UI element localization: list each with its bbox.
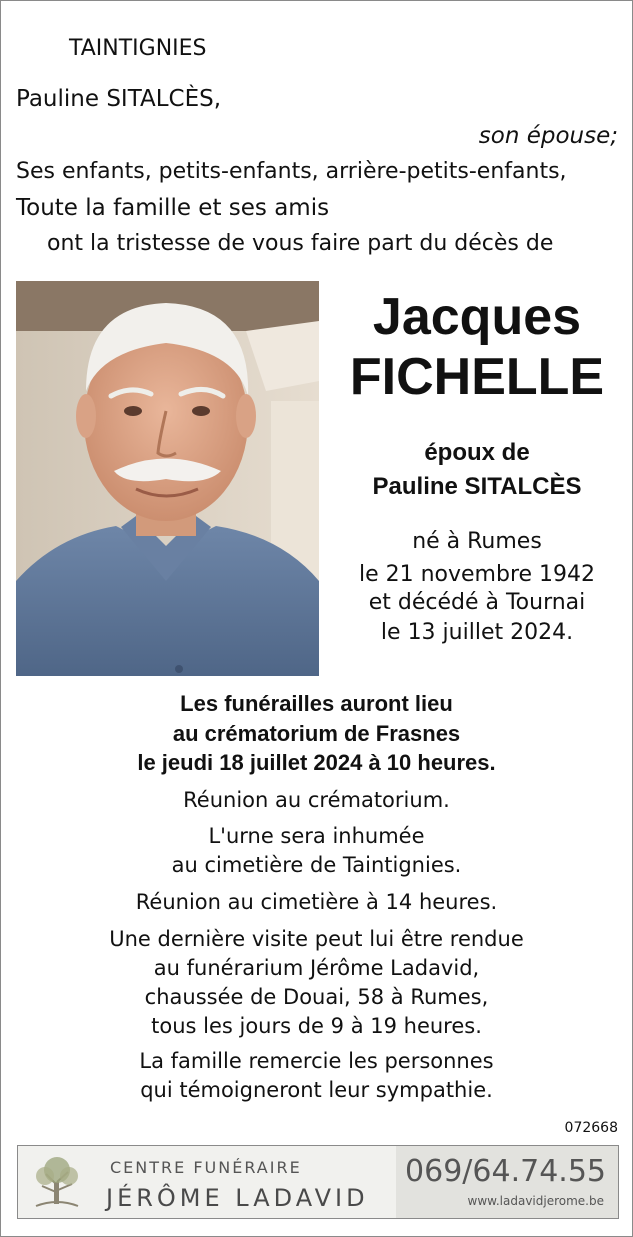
reunion-crematorium: Réunion au crématorium. [183,788,450,812]
birth-date: le 21 novembre 1942 [358,562,596,587]
tree-icon [28,1152,86,1210]
funeral-home-banner [17,1145,619,1219]
funeral-home-line-1: CENTRE FUNÉRAIRE [110,1158,302,1177]
contact-panel [396,1146,618,1218]
spouse-of-name: Pauline SITALCÈS [372,473,582,500]
funeral-line-1: Les funérailles auront lieu [180,691,453,716]
death-place: et décédé à Tournai [368,590,586,615]
portrait-photo [16,281,319,676]
spouse-role: son épouse; [478,123,618,149]
deceased-first-name: Jacques [372,288,582,346]
thanks-line-2: qui témoigneront leur sympathie. [140,1078,493,1102]
family-line-1: Ses enfants, petits-enfants, arrière-petits-enfants, [16,159,567,184]
death-date: le 13 juillet 2024. [380,620,574,645]
visit-line-3: chaussée de Douai, 58 à Rumes, [144,985,489,1009]
spouse-name: Pauline SITALCÈS, [16,86,222,112]
deceased-last-name: FICHELLE [349,348,605,406]
urn-line-2: au cimetière de Taintignies. [171,853,462,877]
funeral-home-line-2: JÉRÔME LADAVID [106,1184,369,1212]
visit-line-2: au funérarium Jérôme Ladavid, [153,956,480,980]
family-line-2: Toute la famille et ses amis [16,195,330,221]
reference-number: 072668 [564,1120,618,1136]
funeral-line-3: le jeudi 18 juillet 2024 à 10 heures. [137,750,496,775]
phone-number[interactable]: 069/64.74.55 [405,1154,606,1189]
funeral-line-2: au crématorium de Frasnes [172,721,461,746]
website-link[interactable]: www.ladavidjerome.be [467,1194,604,1208]
spouse-of-label: époux de [424,439,530,466]
urn-line-1: L'urne sera inhumée [208,824,425,848]
birth-place: né à Rumes [412,529,542,554]
town-name: TAINTIGNIES [69,36,207,61]
reunion-cemetery: Réunion au cimetière à 14 heures. [135,890,498,914]
announcement-line: ont la tristesse de vous faire part du décès de [47,231,554,256]
thanks-line-1: La famille remercie les personnes [139,1049,494,1073]
visit-line-1: Une dernière visite peut lui être rendue [109,927,524,951]
visit-line-4: tous les jours de 9 à 19 heures. [151,1014,482,1038]
